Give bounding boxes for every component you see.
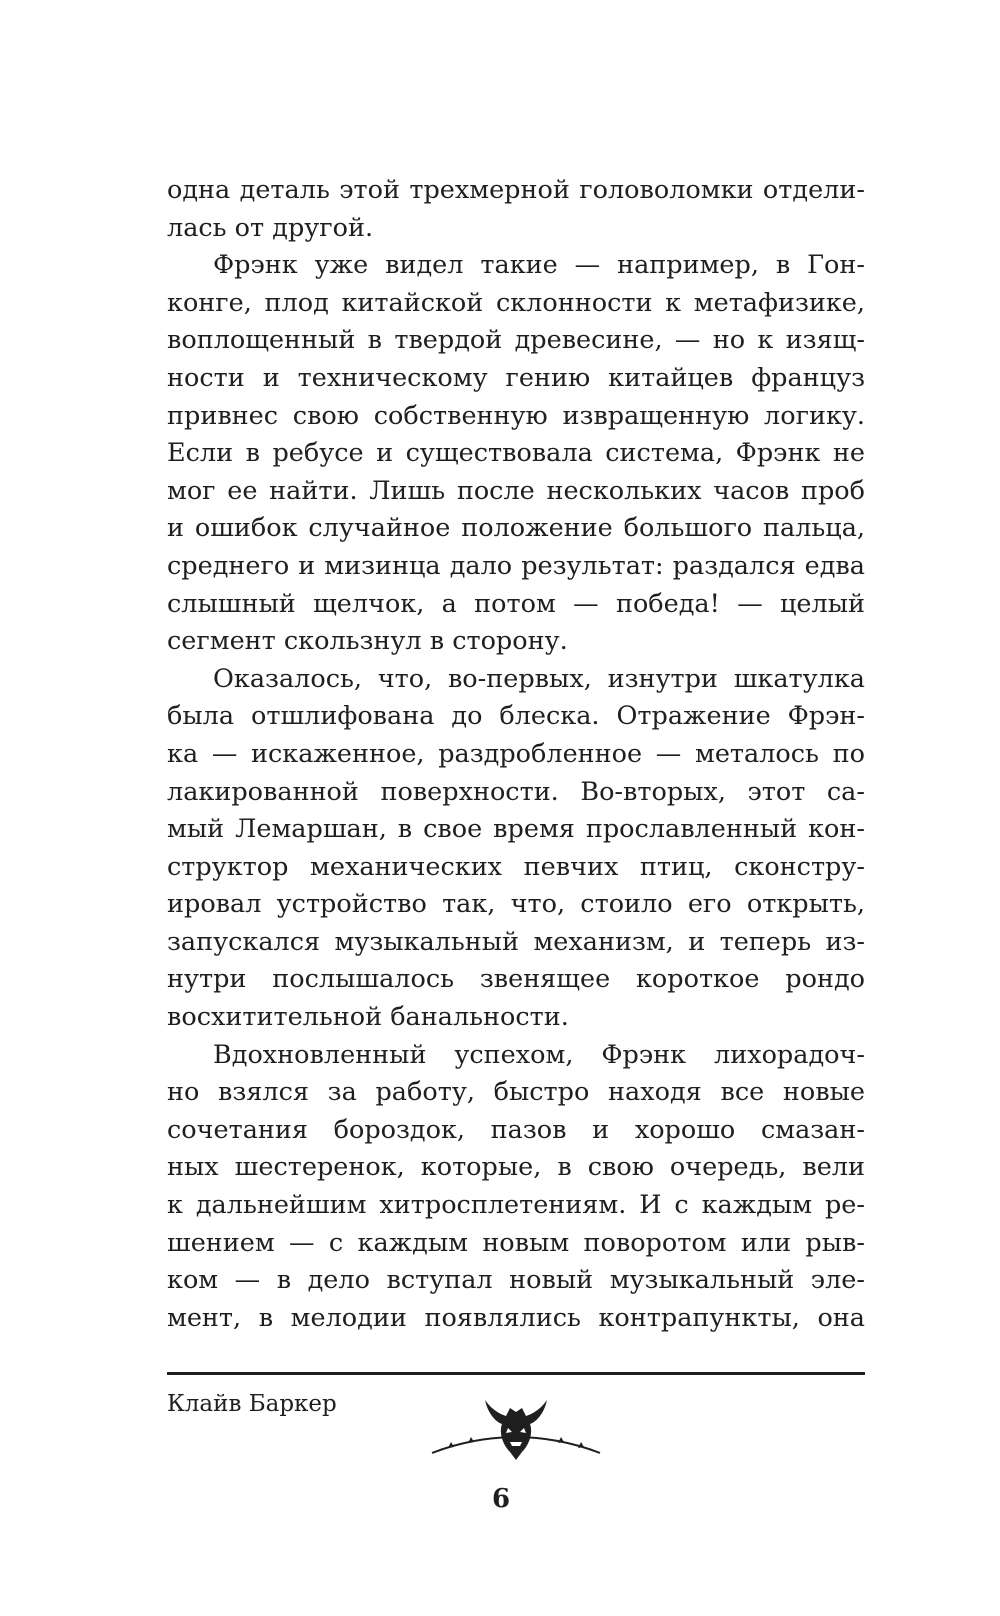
text-line: сочетания бороздок, пазов и хорошо смазан- [167, 1114, 865, 1145]
text-line: ировал устройство так, что, стоило его открыть, [167, 889, 865, 920]
text-line: воплощенный в твердой древесине, — но к изящ- [167, 325, 865, 356]
text-line: восхитительной банальности. [167, 1002, 569, 1033]
text-line: шением — с каждым новым поворотом или рыв- [167, 1227, 865, 1258]
text-line: мент, в мелодии появлялись контрапункты, она [167, 1302, 865, 1333]
text-line: структор механических певчих птиц, сконстру- [167, 851, 865, 882]
running-head-author: Клайв Баркер [167, 1391, 337, 1417]
text-line: лакированной поверхности. Во-вторых, этот са- [167, 776, 865, 807]
text-line: нутри послышалось звенящее короткое рондо [167, 964, 865, 995]
text-line: сегмент скользнул в сторону. [167, 626, 568, 657]
text-line: ности и техническому гению китайцев француз [167, 362, 865, 393]
text-line: ка — искаженное, раздробленное — металось по [167, 738, 865, 769]
text-line: ком — в дело вступал новый музыкальный эле- [167, 1265, 865, 1296]
text-line: мог ее найти. Лишь после нескольких часов проб [167, 475, 865, 506]
page-number: 6 [491, 1484, 511, 1514]
text-line: слышный щелчок, а потом — победа! — целый [167, 588, 865, 619]
text-line: конге, плод китайской склонности к метафизике, [167, 287, 865, 318]
text-line: среднего и мизинца дало результат: раздался едва [167, 550, 865, 581]
body-text [167, 172, 865, 1337]
text-line: Вдохновленный успехом, Фрэнк лихорадоч- [213, 1039, 865, 1070]
text-line: Фрэнк уже видел такие — например, в Гон- [213, 250, 865, 281]
text-line: к дальнейшим хитросплетениям. И с каждым ре- [167, 1190, 865, 1221]
text-line: Оказалось, что, во-первых, изнутри шкатулка [213, 663, 865, 694]
text-line: ных шестеренок, которые, в свою очередь, вели [167, 1152, 865, 1183]
text-line: была отшлифована до блеска. Отражение Фрэн- [167, 701, 865, 732]
text-line: запускался музыкальный механизм, и теперь из- [167, 926, 865, 957]
footer-rule [167, 1372, 865, 1375]
text-line: одна деталь этой трехмерной головоломки отдели- [167, 175, 865, 205]
horned-skull-icon [430, 1390, 602, 1470]
text-line: но взялся за работу, быстро находя все новые [167, 1077, 865, 1108]
text-line: и ошибок случайное положение большого пальца, [167, 513, 865, 544]
text-line: мый Лемаршан, в свое время прославленный кон- [167, 814, 865, 845]
text-line: Если в ребусе и существовала система, Фрэнк не [167, 438, 865, 469]
text-line: лась от другой. [167, 212, 374, 243]
text-line: привнес свою собственную извращенную логику. [167, 400, 865, 431]
